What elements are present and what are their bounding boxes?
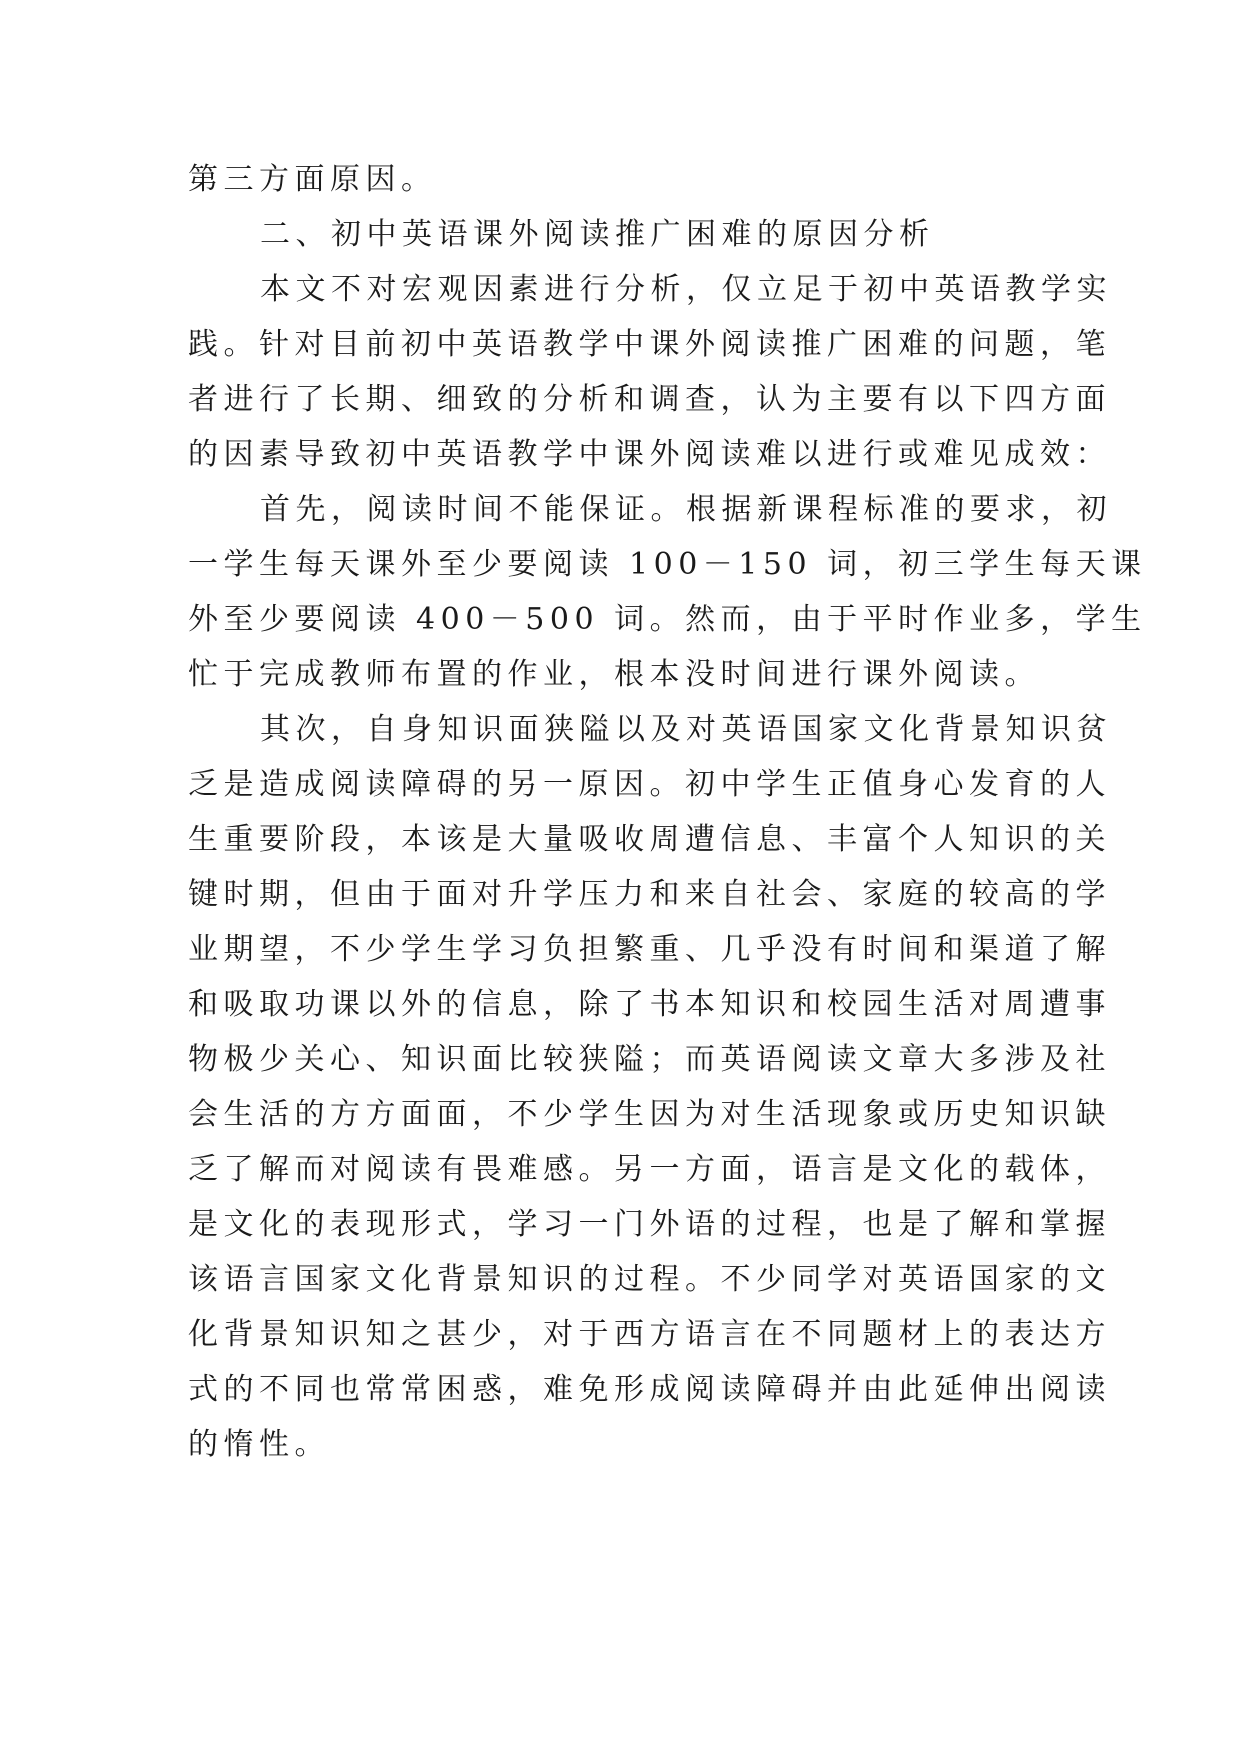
text-line: 的惰性。 [188, 1427, 330, 1462]
text-line: 乏是造成阅读障碍的另一原因。初中学生正值身心发育的人 [188, 767, 1111, 802]
text-line: 该语言国家文化背景知识的过程。不少同学对英语国家的文 [188, 1262, 1111, 1297]
text-line: 第三方面原因。 [188, 162, 437, 197]
text-line: 是文化的表现形式，学习一门外语的过程，也是了解和掌握 [188, 1207, 1111, 1242]
text-line: 式的不同也常常困惑，难免形成阅读障碍并由此延伸出阅读 [188, 1372, 1111, 1407]
text-line: 和吸取功课以外的信息，除了书本知识和校园生活对周遭事 [188, 987, 1111, 1022]
text-line: 首先，阅读时间不能保证。根据新课程标准的要求，初 [260, 492, 1112, 527]
body-text [188, 152, 1147, 1472]
text-line: 外至少要阅读 400－500 词。然而，由于平时作业多，学生 [188, 602, 1147, 637]
text-line: 践。针对目前初中英语教学中课外阅读推广困难的问题，笔 [188, 327, 1111, 362]
text-line: 一学生每天课外至少要阅读 100－150 词，初三学生每天课 [188, 547, 1147, 582]
text-line: 化背景知识知之甚少，对于西方语言在不同题材上的表达方 [188, 1317, 1111, 1352]
section-heading: 二、初中英语课外阅读推广困难的原因分析 [260, 217, 935, 252]
text-line: 乏了解而对阅读有畏难感。另一方面，语言是文化的载体， [188, 1152, 1111, 1187]
text-line: 者进行了长期、细致的分析和调查，认为主要有以下四方面 [188, 382, 1111, 417]
text-line: 本文不对宏观因素进行分析，仅立足于初中英语教学实 [260, 272, 1112, 307]
text-line: 的因素导致初中英语教学中课外阅读难以进行或难见成效： [188, 437, 1111, 472]
text-line: 键时期，但由于面对升学压力和来自社会、家庭的较高的学 [188, 877, 1111, 912]
text-line: 会生活的方方面面，不少学生因为对生活现象或历史知识缺 [188, 1097, 1111, 1132]
text-line: 物极少关心、知识面比较狭隘；而英语阅读文章大多涉及社 [188, 1042, 1111, 1077]
text-line: 业期望，不少学生学习负担繁重、几乎没有时间和渠道了解 [188, 932, 1111, 967]
text-line: 忙于完成教师布置的作业，根本没时间进行课外阅读。 [188, 657, 1040, 692]
text-line: 其次，自身知识面狭隘以及对英语国家文化背景知识贫 [260, 712, 1112, 747]
text-line: 生重要阶段，本该是大量吸收周遭信息、丰富个人知识的关 [188, 822, 1111, 857]
